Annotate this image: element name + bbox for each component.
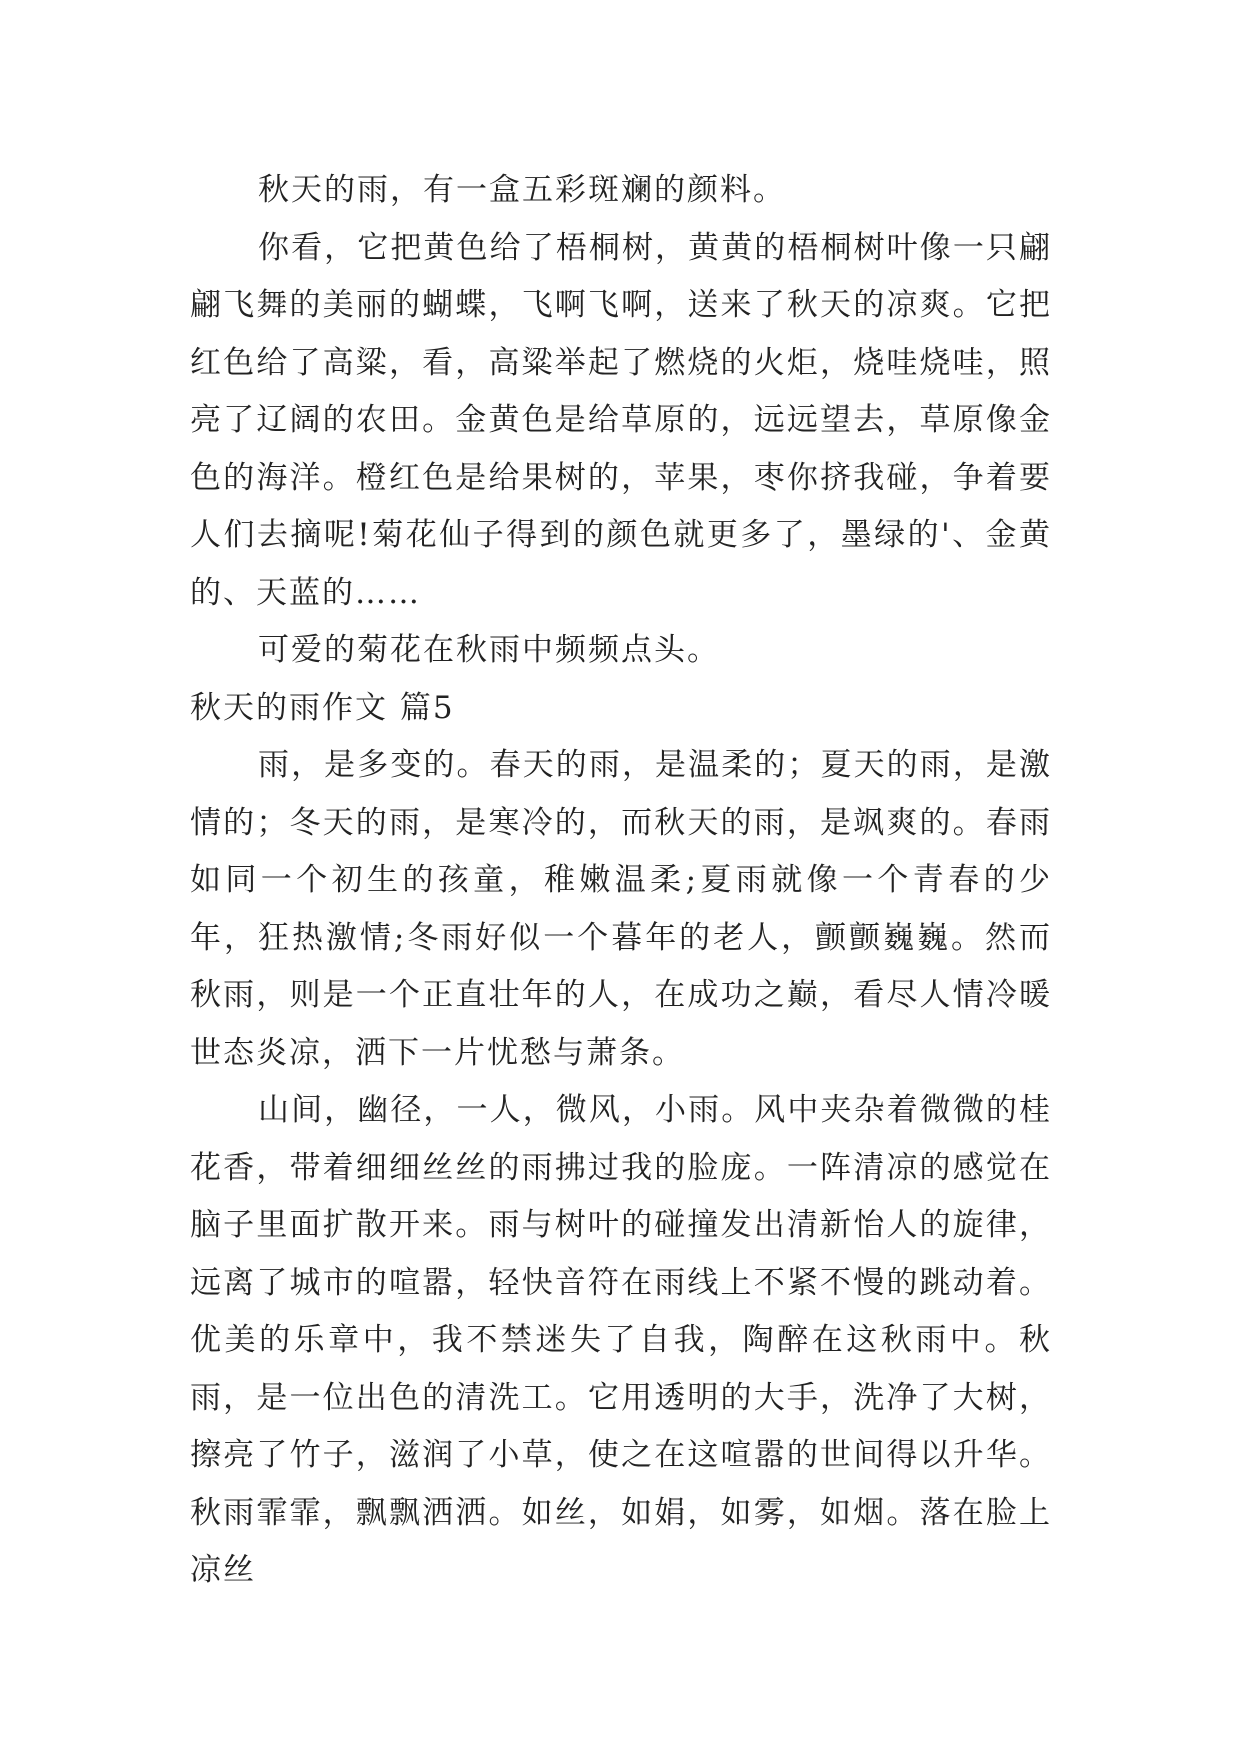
paragraph: 可爱的菊花在秋雨中频频点头。 (258, 632, 720, 668)
paragraph: 秋天的雨，有一盒五彩斑斓的颜料。 (258, 172, 786, 208)
paragraph: 雨，是多变的。春天的雨，是温柔的；夏天的雨，是激情的；冬天的雨，是寒冷的，而秋天的雨，是飒爽的。春雨如同一个初生的孩童，稚嫩温柔;夏雨就像一个青春的少年，狂热激情;冬雨好似一个暮年的老人，颤颤巍巍。然而秋雨，则是一个正直壮年的人，在成功之巅，看尽人情冷暖世态炎凉，洒下一片忧愁与萧条。 (190, 747, 1052, 1071)
paragraph: 你看，它把黄色给了梧桐树，黄黄的梧桐树叶像一只翩翩飞舞的美丽的蝴蝶，飞啊飞啊，送来了秋天的凉爽。它把红色给了高粱，看，高粱举起了燃烧的火炬，烧哇烧哇，照亮了辽阔的农田。金黄色是给草原的，远远望去，草原像金色的海洋。橙红色是给果树的，苹果，枣你挤我碰，争着要人们去摘呢!菊花仙子得到的颜色就更多了，墨绿的'、金黄的、天蓝的…… (190, 229, 1052, 611)
section-heading: 秋天的雨作文 篇5 (190, 689, 455, 726)
document-body (190, 162, 1052, 1600)
paragraph: 山间，幽径，一人，微风，小雨。风中夹杂着微微的桂花香，带着细细丝丝的雨拂过我的脸庞。一阵清凉的感觉在脑子里面扩散开来。雨与树叶的碰撞发出清新怡人的旋律，远离了城市的喧嚣，轻快音符在雨线上不紧不慢的跳动着。优美的乐章中，我不禁迷失了自我，陶醉在这秋雨中。秋雨，是一位出色的清洗工。它用透明的大手，洗净了大树，擦亮了竹子，滋润了小草，使之在这喧嚣的世间得以升华。秋雨霏霏，飘飘洒洒。如丝，如娟，如雾，如烟。落在脸上凉丝 (190, 1092, 1052, 1588)
